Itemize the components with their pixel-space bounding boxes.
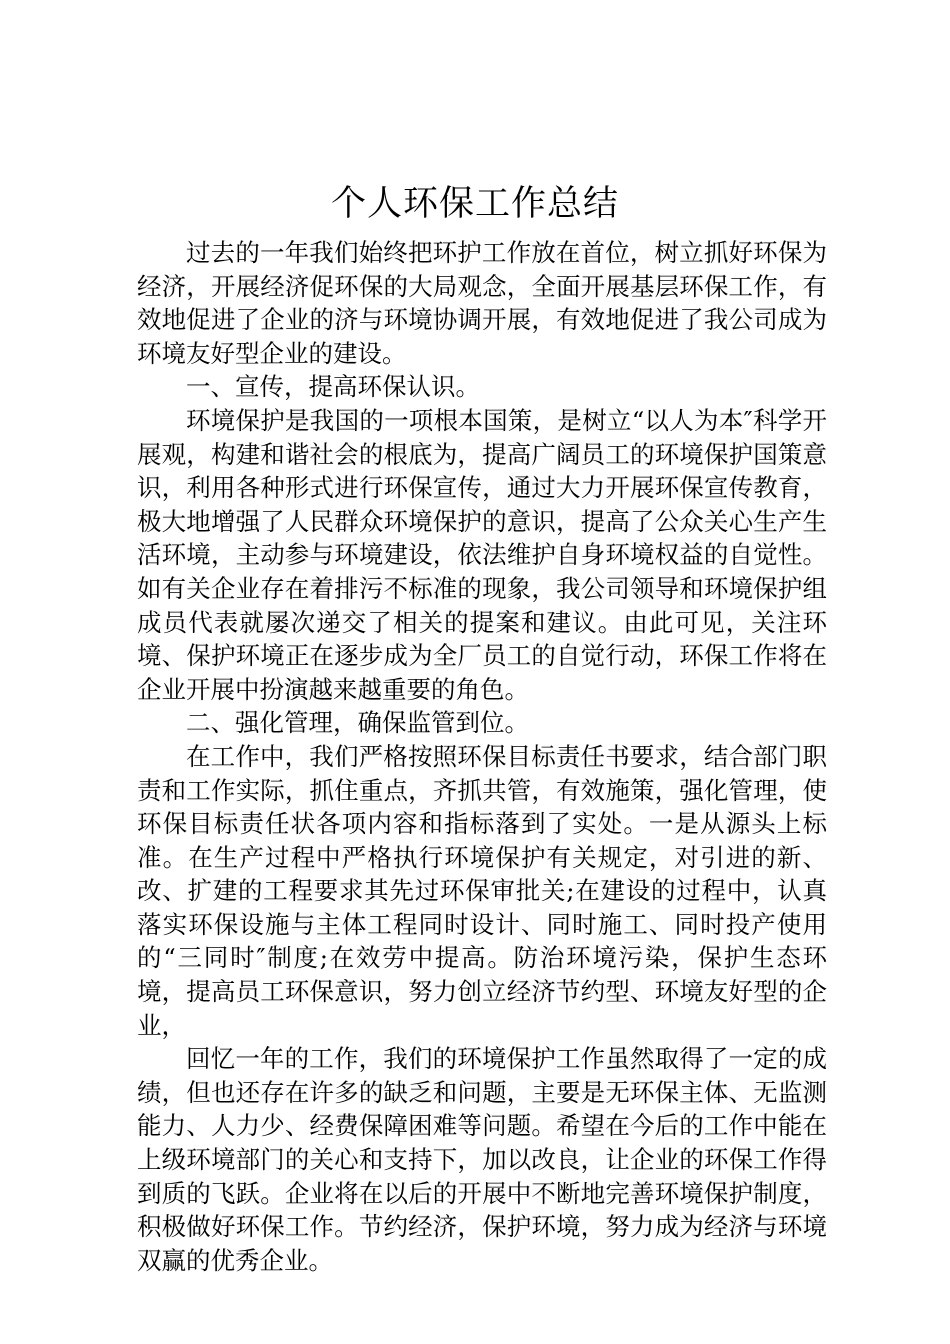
section-heading-1: 一、宣传，提高环保认识。	[186, 372, 480, 402]
paragraph-intro: 过去的一年我们始终把环护工作放在首位，树立抓好环保为经济，开展经济促环保的大局观念，全面开展基层环保工作，有效地促进了企业的济与环境协调开展，有效地促进了我公司成为环境友好型企业的建设。	[137, 238, 827, 368]
paragraph-review: 回忆一年的工作，我们的环境保护工作虽然取得了一定的成绩，但也还存在许多的缺乏和问题，主要是无环保主体、无监测能力、人力少、经费保障困难等问题。希望在今后的工作中能在上级环境部门的关心和支持下，加以改良，让企业的环保工作得到质的飞跃。企业将在以后的开展中不断地完善环境保护制度，积极做好环保工作。节约经济，保护环境，努力成为经济与环境双赢的优秀企业。	[137, 1044, 827, 1275]
paragraph-publicity: 环境保护是我国的一项根本国策，是树立“以人为本″科学开展观，构建和谐社会的根底为，提高广阔员工的环境保护国策意识，利用各种形式进行环保宣传，通过大力开展环保宣传教育，极大地增强了人民群众环境保护的意识，提高了公众关心生产生活环境，主动参与环境建设，依法维护自身环境权益的自觉性。如有关企业存在着排污不标准的现象，我公司领导和环境保护组成员代表就屡次递交了相关的提案和建议。由此可见，关注环境、保护环境正在逐步成为全厂员工的自觉行动，环保工作将在企业开展中扮演越来越重要的角色。	[137, 405, 827, 704]
document-title: 个人环保工作总结	[330, 184, 619, 224]
document-body	[137, 236, 827, 1277]
paragraph-management: 在工作中，我们严格按照环保目标责任书要求，结合部门职责和工作实际，抓住重点，齐抓共管，有效施策，强化管理，使环保目标责任状各项内容和指标落到了实处。一是从源头上标准。在生产过程中严格执行环境保护有关规定，对引进的新、改、扩建的工程要求其先过环保审批关;在建设的过程中，认真落实环保设施与主体工程同时设计、同时施工、同时投产使用的“三同时″制度;在效劳中提高。防治环境污染，保护生态环境，提高员工环保意识，努力创立经济节约型、环境友好型的企业，	[137, 741, 827, 1040]
section-heading-2: 二、强化管理，确保监管到位。	[186, 708, 529, 738]
